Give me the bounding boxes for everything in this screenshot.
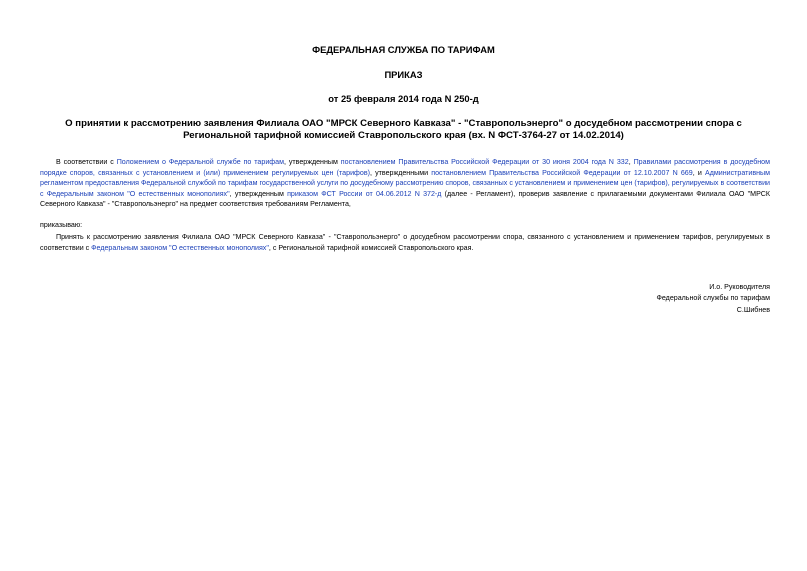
preamble-text-6: , утвержденным	[229, 189, 288, 198]
link-fst-regulation[interactable]: Положением о Федеральной службе по тарифам	[116, 158, 284, 166]
doc-title: О принятии к рассмотрению заявления Филиала ОАО "МРСК Северного Кавказа" - "Ставропольэнерго" о досудебном рассмотрении спора с Региональной тарифной комиссией Ставропольского края (вх. N ФСТ-3764-27 от 14.02.2014)	[65, 118, 742, 142]
preamble-text-1: В соответствии с	[56, 158, 117, 166]
order-paragraph	[40, 232, 770, 253]
orders-label: приказываю:	[40, 221, 83, 229]
preamble-paragraph	[40, 157, 770, 210]
link-administrative-regulation[interactable]: Административным регламентом предоставления Федеральной службой по тарифам государственной услуги по досудебному рассмотрению споров, связанных с установлением и применением цен (тарифов), регулируемых в соответствии с Федеральным законом "О естественных монополиях"	[40, 168, 770, 198]
doc-date-number: от 25 февраля 2014 года N 250-д	[328, 93, 479, 104]
doc-type: ПРИКАЗ	[384, 69, 423, 80]
link-natural-monopolies-law[interactable]: Федеральным законом "О естественных монополиях"	[91, 243, 269, 252]
signature-organization: Федеральной службы по тарифам	[656, 294, 770, 303]
preamble-text-4: , утвержденными	[369, 168, 432, 177]
link-government-decree-332[interactable]: постановлением Правительства Российской Федерации от 30 июня 2004 года N 332	[340, 158, 629, 166]
order-text-1: Принять к рассмотрению заявления Филиала ОАО "МРСК Северного Кавказа" - "Ставропольэнерго" о досудебном рассмотрении спора, связанного с установлением и применением тарифов, регулируемых в соответствии с	[40, 233, 770, 252]
link-dispute-rules[interactable]: Правилами рассмотрения в досудебном порядке споров, связанных с установлением и (или) применением регулируемых цен (тарифов)	[40, 158, 770, 177]
signature-name: С.Шибнев	[736, 305, 770, 314]
org-name: ФЕДЕРАЛЬНАЯ СЛУЖБА ПО ТАРИФАМ	[312, 44, 495, 55]
signature-block	[657, 282, 771, 316]
signature-position: И.о. Руководителя	[709, 283, 770, 291]
order-text-2: , с Региональной тарифной комиссией Ставропольского края.	[268, 243, 474, 252]
preamble-text-3: ,	[628, 158, 634, 166]
preamble-text-5: , и	[692, 168, 705, 177]
preamble-text-7: (далее - Регламент), проверив заявление с прилагаемыми документами Филиала ОАО "МРСК Северного Кавказа" - "Ставропольэнерго" на предмет соответствия требованиям Регламента,	[40, 189, 770, 209]
preamble-text-2: , утвержденным	[283, 158, 341, 166]
link-government-decree-669[interactable]: постановлением Правительства Российской Федерации от 12.10.2007 N 669	[431, 168, 693, 177]
link-fst-order-372[interactable]: приказом ФСТ России от 04.06.2012 N 372-д	[287, 189, 442, 198]
